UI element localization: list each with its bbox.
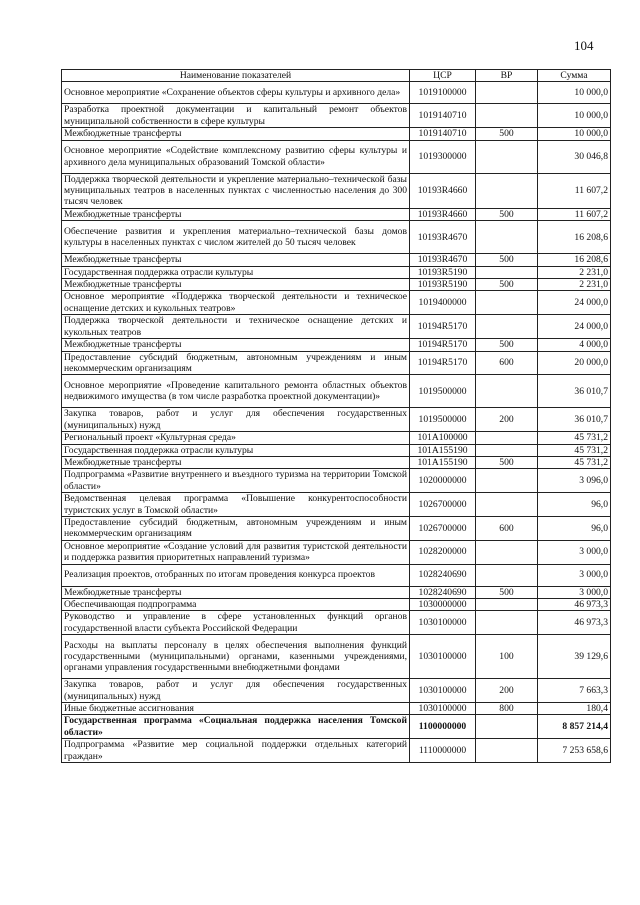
table-row (62, 635, 611, 679)
row-name: Основное мероприятие «Поддержка творческой деятельности и техническое оснащение детских и кукольных театров» (62, 291, 410, 315)
row-sum: 20 000,0 (538, 351, 611, 375)
row-name: Межбюджетные трансферты (62, 279, 410, 291)
row-csr: 1030100000 (410, 703, 476, 715)
row-name: Закупка товаров, работ и услуг для обеспечения государственных (муниципальных) нужд (62, 408, 410, 432)
table-row (62, 208, 611, 220)
row-vr (476, 221, 538, 254)
row-name: Обеспечивающая подпрограмма (62, 599, 410, 611)
row-vr (476, 540, 538, 564)
row-csr: 1030100000 (410, 611, 476, 635)
row-sum: 39 129,6 (538, 635, 611, 679)
table-body (62, 82, 611, 763)
row-name: Межбюджетные трансферты (62, 339, 410, 351)
row-name: Поддержка творческой деятельности и техническое оснащение детских и кукольных театров (62, 315, 410, 339)
row-sum: 4 000,0 (538, 339, 611, 351)
row-sum: 7 663,3 (538, 679, 611, 703)
row-sum: 16 208,6 (538, 254, 611, 266)
table-row (62, 679, 611, 703)
row-vr: 500 (476, 339, 538, 351)
row-sum: 3 000,0 (538, 540, 611, 564)
row-csr: 1026700000 (410, 493, 476, 517)
row-name: Основное мероприятие «Содействие комплексному развитию сферы культуры и архивного дела муниципальных образований Томской области» (62, 140, 410, 173)
row-csr: 1030000000 (410, 599, 476, 611)
row-vr (476, 444, 538, 456)
row-name: Межбюджетные трансферты (62, 128, 410, 140)
row-vr: 500 (476, 254, 538, 266)
budget-table (61, 69, 611, 763)
row-sum: 96,0 (538, 493, 611, 517)
row-name: Руководство и управление в сфере установленных функций органов государственной власти субъекта Российской Федерации (62, 611, 410, 635)
header-csr: ЦСР (410, 70, 476, 82)
row-vr: 200 (476, 679, 538, 703)
row-sum: 16 208,6 (538, 221, 611, 254)
row-csr: 10193R4660 (410, 173, 476, 208)
row-sum: 2 231,0 (538, 279, 611, 291)
row-sum: 2 231,0 (538, 266, 611, 278)
row-csr: 1026700000 (410, 516, 476, 540)
row-name: Государственная поддержка отрасли культуры (62, 444, 410, 456)
row-name: Предоставление субсидий бюджетным, автономным учреждениям и иным некоммерческим организациям (62, 516, 410, 540)
table-row (62, 540, 611, 564)
row-vr (476, 739, 538, 763)
table-row (62, 140, 611, 173)
row-vr (476, 104, 538, 128)
table-row (62, 456, 611, 468)
row-sum: 7 253 658,6 (538, 739, 611, 763)
row-vr (476, 432, 538, 444)
row-name: Основное мероприятие «Создание условий для развития туристской деятельности и поддержка развития приоритетных направлений туризма» (62, 540, 410, 564)
row-vr (476, 140, 538, 173)
row-csr: 10194R5170 (410, 351, 476, 375)
row-sum: 11 607,2 (538, 173, 611, 208)
row-vr (476, 564, 538, 586)
row-sum: 11 607,2 (538, 208, 611, 220)
page-number: 104 (574, 38, 594, 53)
row-vr (476, 82, 538, 104)
row-name: Подпрограмма «Развитие мер социальной поддержки отдельных категорий граждан» (62, 739, 410, 763)
row-sum: 3 000,0 (538, 564, 611, 586)
row-csr: 101A100000 (410, 432, 476, 444)
row-name: Межбюджетные трансферты (62, 586, 410, 598)
row-vr (476, 599, 538, 611)
row-name: Ведомственная целевая программа «Повышение конкурентоспособности туристских услуг в Томской области» (62, 493, 410, 517)
row-vr: 500 (476, 586, 538, 598)
row-name: Региональный проект «Культурная среда» (62, 432, 410, 444)
row-vr: 100 (476, 635, 538, 679)
table-row (62, 432, 611, 444)
row-sum: 36 010,7 (538, 408, 611, 432)
row-name: Предоставление субсидий бюджетным, автономным учреждениям и иным некоммерческим организациям (62, 351, 410, 375)
row-sum: 30 046,8 (538, 140, 611, 173)
table-row (62, 469, 611, 493)
row-vr (476, 266, 538, 278)
table-row (62, 128, 611, 140)
row-sum: 45 731,2 (538, 456, 611, 468)
row-name: Межбюджетные трансферты (62, 456, 410, 468)
row-name: Закупка товаров, работ и услуг для обеспечения государственных (муниципальных) нужд (62, 679, 410, 703)
row-csr: 10193R4670 (410, 221, 476, 254)
table-row (62, 339, 611, 351)
row-csr: 1019140710 (410, 104, 476, 128)
row-csr: 10193R5190 (410, 279, 476, 291)
row-vr: 500 (476, 456, 538, 468)
row-name: Обеспечение развития и укрепления материально–технической базы домов культуры в населенных пунктах с числом жителей до 50 тысяч человек (62, 221, 410, 254)
table-header-row (62, 70, 611, 82)
row-csr: 1019500000 (410, 408, 476, 432)
row-csr: 1019100000 (410, 82, 476, 104)
table-row (62, 104, 611, 128)
row-name: Государственная программа «Социальная поддержка населения Томской области» (62, 715, 410, 739)
row-vr (476, 291, 538, 315)
table-row (62, 173, 611, 208)
table-row (62, 408, 611, 432)
row-sum: 96,0 (538, 516, 611, 540)
row-vr (476, 469, 538, 493)
row-sum: 45 731,2 (538, 432, 611, 444)
table-row (62, 221, 611, 254)
row-sum: 3 096,0 (538, 469, 611, 493)
table-row (62, 599, 611, 611)
row-sum: 24 000,0 (538, 315, 611, 339)
table-row (62, 291, 611, 315)
row-sum: 10 000,0 (538, 104, 611, 128)
row-name: Основное мероприятие «Сохранение объектов сферы культуры и архивного дела» (62, 82, 410, 104)
row-csr: 10194R5170 (410, 315, 476, 339)
row-name: Основное мероприятие «Проведение капитального ремонта областных объектов недвижимого имущества (в том числе разработка проектной документации)» (62, 375, 410, 408)
row-vr (476, 173, 538, 208)
row-sum: 3 000,0 (538, 586, 611, 598)
row-csr: 1100000000 (410, 715, 476, 739)
table-row (62, 279, 611, 291)
row-vr: 200 (476, 408, 538, 432)
row-csr: 1030100000 (410, 679, 476, 703)
row-vr (476, 715, 538, 739)
row-name: Межбюджетные трансферты (62, 208, 410, 220)
row-name: Иные бюджетные ассигнования (62, 703, 410, 715)
table-row (62, 703, 611, 715)
table-row (62, 254, 611, 266)
table-row (62, 375, 611, 408)
row-csr: 10193R4660 (410, 208, 476, 220)
table-row (62, 739, 611, 763)
row-sum: 8 857 214,4 (538, 715, 611, 739)
table-row (62, 315, 611, 339)
table-row (62, 564, 611, 586)
table-row (62, 586, 611, 598)
row-csr: 101A155190 (410, 444, 476, 456)
row-csr: 1028240690 (410, 586, 476, 598)
row-sum: 10 000,0 (538, 128, 611, 140)
row-vr: 600 (476, 351, 538, 375)
row-csr: 10193R5190 (410, 266, 476, 278)
table-row (62, 82, 611, 104)
table-row (62, 516, 611, 540)
row-csr: 101A155190 (410, 456, 476, 468)
table-row (62, 493, 611, 517)
row-sum: 46 973,3 (538, 611, 611, 635)
row-vr: 500 (476, 279, 538, 291)
row-vr: 500 (476, 208, 538, 220)
row-vr (476, 315, 538, 339)
row-csr: 1110000000 (410, 739, 476, 763)
row-name: Разработка проектной документации и капитальный ремонт объектов муниципальной собственности в сфере культуры (62, 104, 410, 128)
row-name: Подпрограмма «Развитие внутреннего и въездного туризма на территории Томской области» (62, 469, 410, 493)
row-vr (476, 375, 538, 408)
row-sum: 10 000,0 (538, 82, 611, 104)
row-csr: 1019500000 (410, 375, 476, 408)
table-row (62, 266, 611, 278)
row-sum: 36 010,7 (538, 375, 611, 408)
table-row (62, 444, 611, 456)
row-csr: 1020000000 (410, 469, 476, 493)
row-csr: 10194R5170 (410, 339, 476, 351)
row-name: Реализация проектов, отобранных по итогам проведения конкурса проектов (62, 564, 410, 586)
row-csr: 1019300000 (410, 140, 476, 173)
row-vr (476, 493, 538, 517)
header-name: Наименование показателей (62, 70, 410, 82)
row-vr: 800 (476, 703, 538, 715)
row-sum: 180,4 (538, 703, 611, 715)
row-name: Государственная поддержка отрасли культуры (62, 266, 410, 278)
row-csr: 1028200000 (410, 540, 476, 564)
row-vr: 500 (476, 128, 538, 140)
row-csr: 1030100000 (410, 635, 476, 679)
row-name: Расходы на выплаты персоналу в целях обеспечения выполнения функций государственными (муниципальными) органами, казенными учреждениями, органами управления государственными внебюджетными фондами (62, 635, 410, 679)
row-vr (476, 611, 538, 635)
row-name: Поддержка творческой деятельности и укрепление материально–технической базы муниципальных театров в населенных пунктах с численностью населения до 300 тысяч человек (62, 173, 410, 208)
row-csr: 1028240690 (410, 564, 476, 586)
row-csr: 10193R4670 (410, 254, 476, 266)
row-name: Межбюджетные трансферты (62, 254, 410, 266)
table-row (62, 611, 611, 635)
header-sum: Сумма (538, 70, 611, 82)
row-sum: 46 973,3 (538, 599, 611, 611)
row-sum: 24 000,0 (538, 291, 611, 315)
header-vr: ВР (476, 70, 538, 82)
row-csr: 1019140710 (410, 128, 476, 140)
row-sum: 45 731,2 (538, 444, 611, 456)
table-row (62, 715, 611, 739)
row-csr: 1019400000 (410, 291, 476, 315)
row-vr: 600 (476, 516, 538, 540)
table-row (62, 351, 611, 375)
